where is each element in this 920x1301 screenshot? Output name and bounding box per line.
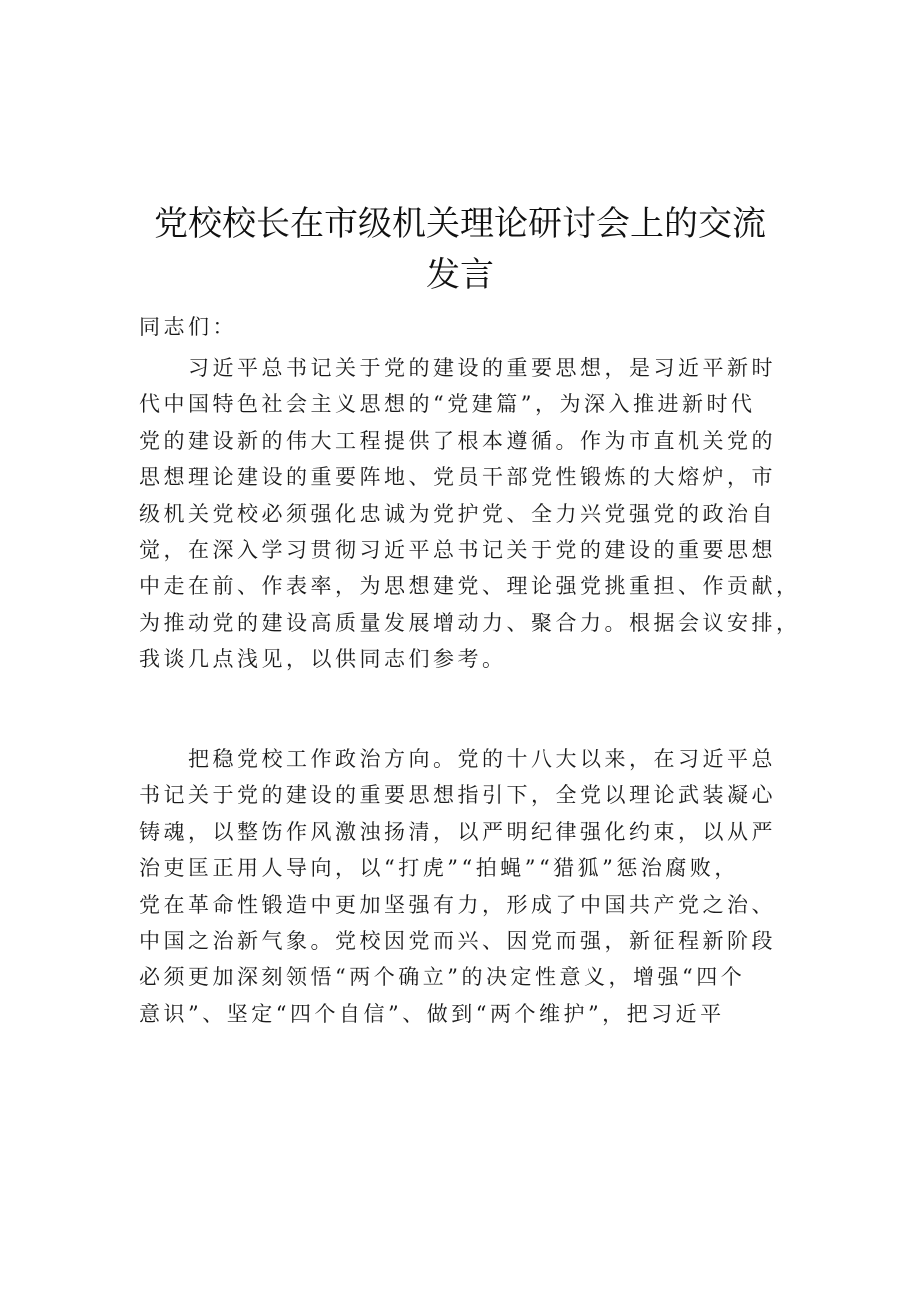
paragraph-line: 铸魂，以整饬作风激浊扬清，以严明纪律强化约束，以从严 <box>139 819 776 844</box>
document-title-line-1: 党校校长在市级机关理论研讨会上的交流 <box>154 204 766 244</box>
paragraph-line: 治吏匡正用人导向，以“打虎”“拍蝇”“猎狐”惩治腐败， <box>139 856 739 881</box>
salutation: 同志们： <box>139 315 237 339</box>
paragraph-line: 代中国特色社会主义思想的“党建篇”，为深入推进新时代 <box>139 392 756 417</box>
paragraph-line: 思想理论建设的重要阵地、党员干部党性锻炼的大熔炉，市 <box>139 465 776 490</box>
paragraph-line: 我谈几点浅见，以供同志们参考。 <box>139 647 507 672</box>
paragraph-1 <box>139 350 799 678</box>
paragraph-line: 级机关党校必须强化忠诚为党护党、全力兴党强党的政治自 <box>139 501 776 526</box>
paragraph-line: 党的建设新的伟大工程提供了根本遵循。作为市直机关党的 <box>139 428 776 453</box>
paragraph-line: 为推动党的建设高质量发展增动力、聚合力。根据会议安排， <box>139 610 801 635</box>
paragraph-2 <box>139 741 799 1032</box>
paragraph-line: 习近平总书记关于党的建设的重要思想，是习近平新时 <box>139 356 776 380</box>
paragraph-line: 中走在前、作表率，为思想建党、理论强党挑重担、作贡献， <box>139 574 801 599</box>
paragraph-line: 书记关于党的建设的重要思想指引下，全党以理论武装凝心 <box>139 783 776 808</box>
document-title-line-2: 发言 <box>426 255 494 295</box>
paragraph-line: 党在革命性锻造中更加坚强有力，形成了中国共产党之治、 <box>139 892 776 917</box>
paragraph-line: 把稳党校工作政治方向。党的十八大以来，在习近平总 <box>139 747 776 771</box>
paragraph-line: 中国之治新气象。党校因党而兴、因党而强，新征程新阶段 <box>139 928 776 953</box>
paragraph-line: 觉，在深入学习贯彻习近平总书记关于党的建设的重要思想 <box>139 537 776 562</box>
paragraph-line: 必须更加深刻领悟“两个确立”的决定性意义，增强“四个 <box>139 965 746 990</box>
paragraph-line: 意识”、坚定“四个自信”、做到“两个维护”，把习近平 <box>139 1001 725 1026</box>
